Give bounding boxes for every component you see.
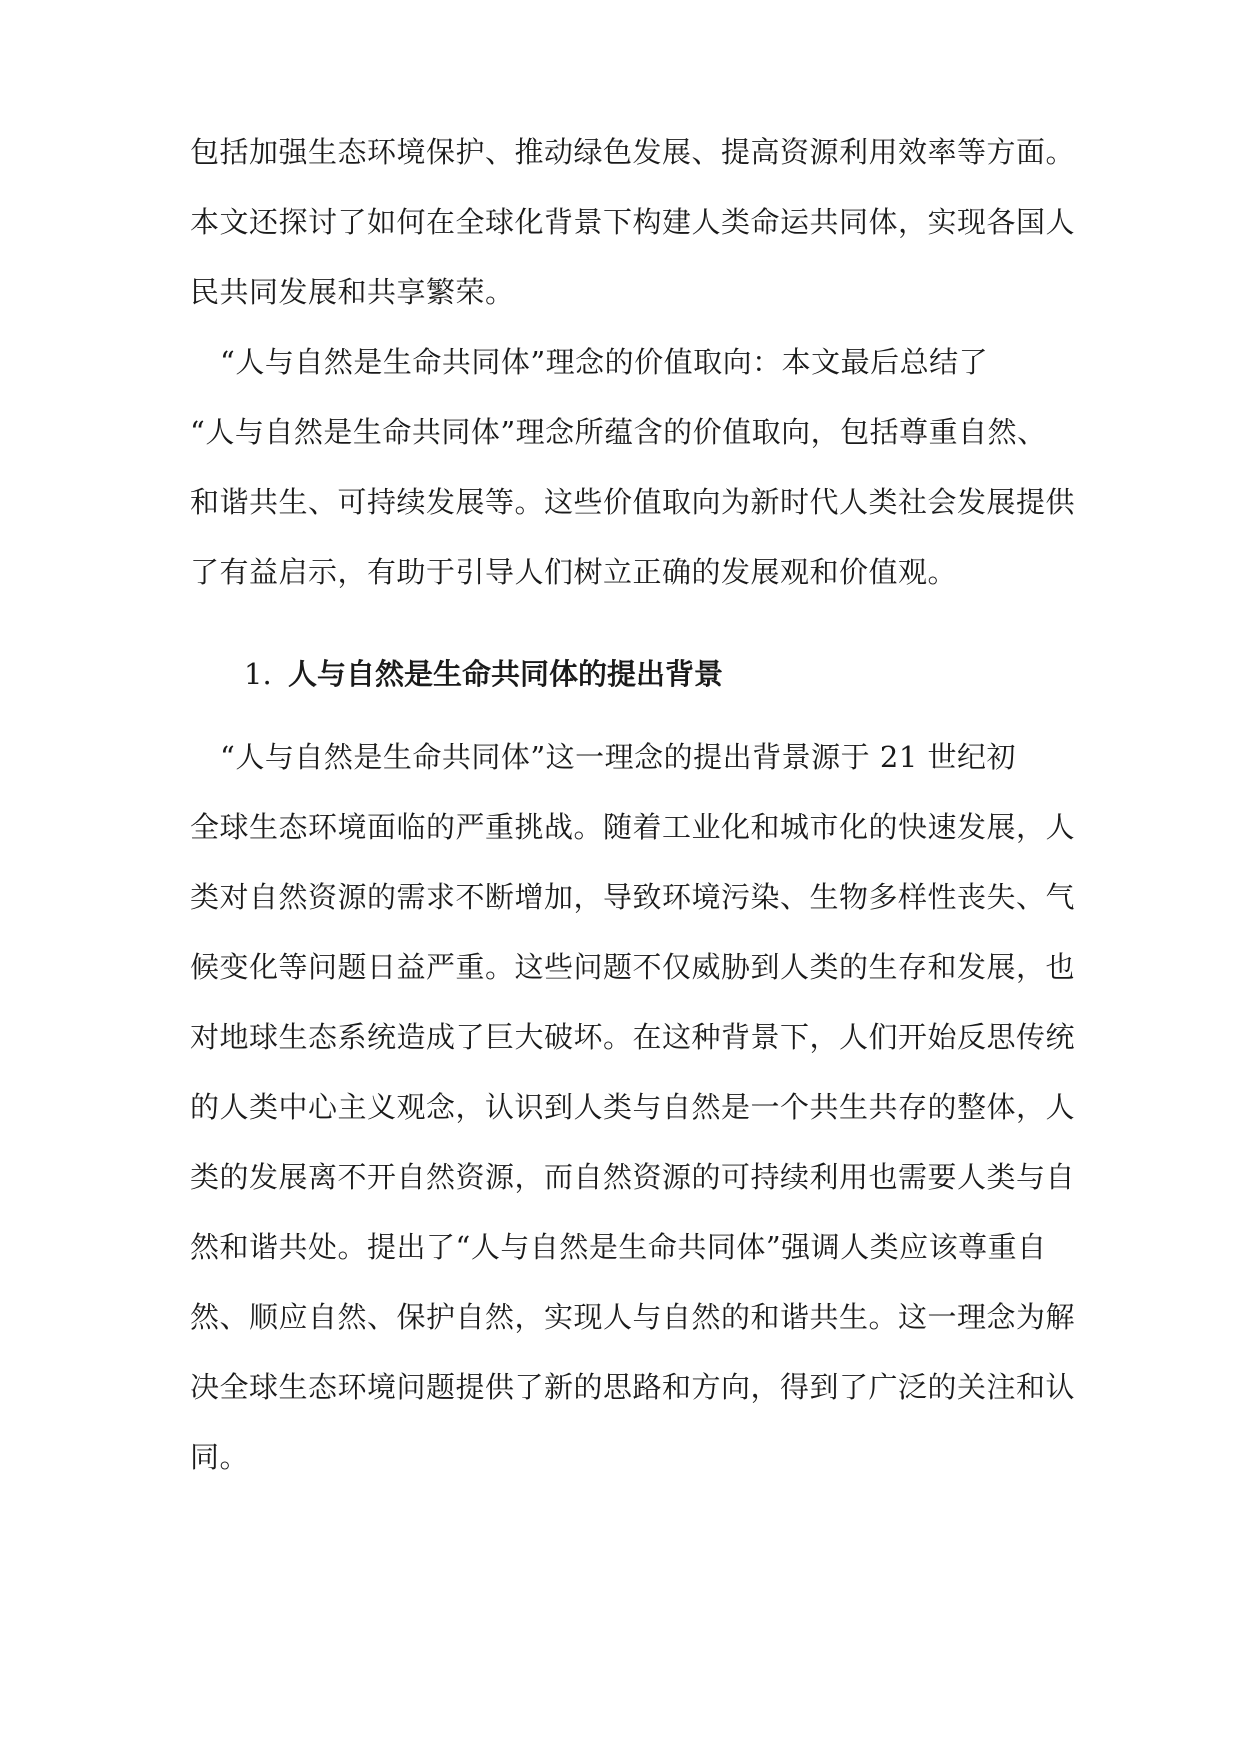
paragraph-line: “人与自然是生命共同体”这一理念的提出背景源于 21 世纪初	[220, 740, 1016, 774]
paragraph-line: 包括加强生态环境保护、推动绿色发展、提高资源利用效率等方面。	[190, 135, 1076, 169]
paragraph-line: “人与自然是生命共同体”理念的价值取向：本文最后总结了	[220, 345, 989, 379]
paragraph-line: 了有益启示，有助于引导人们树立正确的发展观和价值观。	[190, 555, 958, 589]
paragraph-line: 和谐共生、可持续发展等。这些价值取向为新时代人类社会发展提供	[190, 485, 1076, 519]
section-title: 人与自然是生命共同体的提出背景	[288, 657, 724, 691]
paragraph-line: 然和谐共处。提出了“人与自然是生命共同体”强调人类应该尊重自	[190, 1230, 1047, 1264]
paragraph-line: 然、顺应自然、保护自然，实现人与自然的和谐共生。这一理念为解	[190, 1300, 1076, 1334]
paragraph-line: 民共同发展和共享繁荣。	[190, 275, 515, 309]
paragraph-line: 决全球生态环境问题提供了新的思路和方向，得到了广泛的关注和认	[190, 1370, 1076, 1404]
paragraph-line: 同。	[190, 1440, 250, 1474]
paragraph-line: 类对自然资源的需求不断增加，导致环境污染、生物多样性丧失、气	[190, 880, 1076, 914]
section-number: 1.	[244, 657, 272, 691]
paragraph-line: 候变化等问题日益严重。这些问题不仅威胁到人类的生存和发展，也	[190, 950, 1076, 984]
section-heading	[244, 654, 1064, 694]
paragraph-line: “人与自然是生命共同体”理念所蕴含的价值取向，包括尊重自然、	[190, 415, 1047, 449]
paragraph-line: 对地球生态系统造成了巨大破坏。在这种背景下，人们开始反思传统	[190, 1020, 1076, 1054]
paragraph-line: 类的发展离不开自然资源，而自然资源的可持续利用也需要人类与自	[190, 1160, 1076, 1194]
paragraph-line: 的人类中心主义观念，认识到人类与自然是一个共生共存的整体，人	[190, 1090, 1076, 1124]
paragraph-line: 全球生态环境面临的严重挑战。随着工业化和城市化的快速发展，人	[190, 810, 1076, 844]
paragraph-line: 本文还探讨了如何在全球化背景下构建人类命运共同体，实现各国人	[190, 205, 1076, 239]
